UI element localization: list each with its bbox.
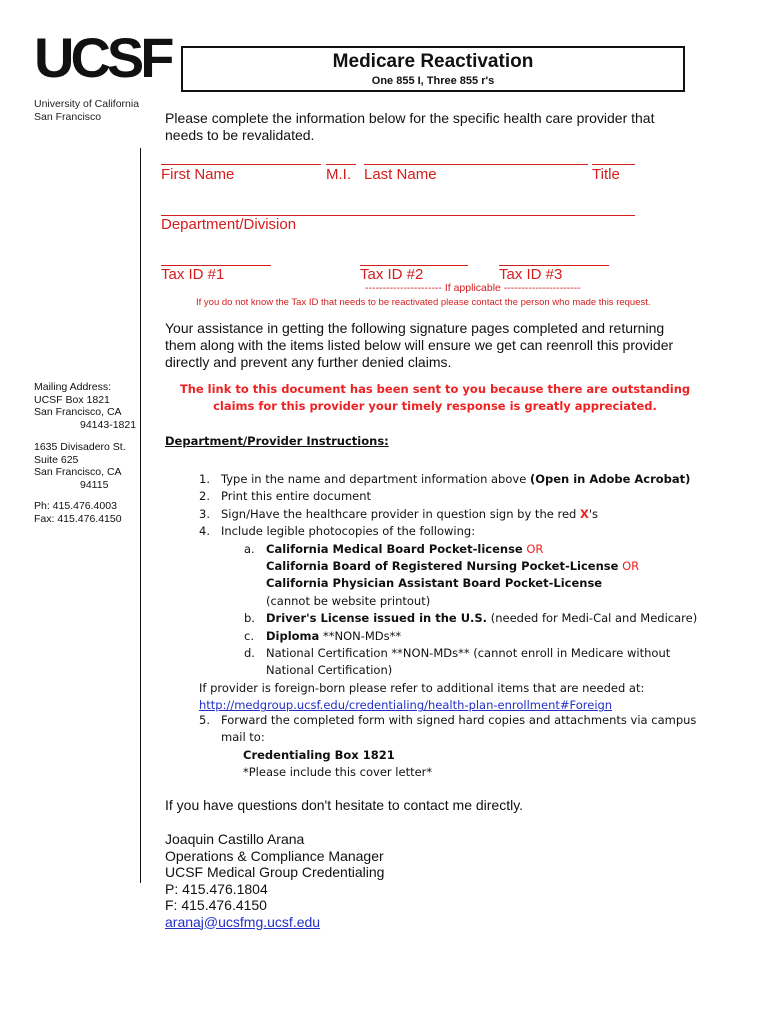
step-text: Type in the name and department information above: [221, 472, 530, 486]
step-text-end: 's: [588, 506, 599, 521]
sub-letter: a.: [244, 541, 255, 556]
last-name-field[interactable]: Last Name: [364, 166, 437, 183]
or-label: OR: [522, 541, 544, 556]
mailing-address: [34, 381, 136, 431]
last-name-line: [364, 164, 588, 165]
sub-item-b: [244, 610, 255, 627]
license-pa-board: California Physician Assistant Board Pocket-License: [266, 576, 603, 591]
instruction-2: [199, 488, 372, 505]
outstanding-claims-notice: The link to this document has been sent to you because there are outstanding claims for this provider your timely response is greatly appreciated.: [179, 382, 691, 413]
instructions-heading: Department/Provider Instructions:: [165, 434, 389, 448]
street-zip: 94115: [80, 478, 109, 491]
university-name: [34, 98, 139, 124]
university-line2: San Francisco: [34, 111, 102, 123]
red-x: X: [579, 506, 589, 521]
foreign-born-note: If provider is foreign-born please refer to additional items that are needed at:: [199, 681, 645, 695]
step-text: Include legible photocopies of the following:: [221, 524, 476, 539]
sub-b-text: [266, 610, 697, 627]
street: 1635 Divisadero St.: [34, 441, 126, 453]
if-applicable-note: ---------------------- If applicable ----------------------: [365, 282, 581, 294]
page-title: Medicare Reactivation: [332, 51, 534, 72]
sub-d-line1: National Certification **NON-MDs** (cannot enroll in Medicare without: [266, 646, 671, 660]
sub-letter: b.: [244, 611, 255, 626]
credentialing-box-label: Credentialing Box 1821: [243, 747, 395, 762]
license-medical-board: California Medical Board Pocket-license: [266, 541, 523, 556]
drivers-license: Driver's License issued in the U.S.: [266, 611, 488, 626]
contact-name: Joaquin Castillo Arana: [165, 831, 305, 847]
foreign-link[interactable]: http://medgroup.ucsf.edu/credentialing/health-plan-enrollment#Foreign: [199, 698, 613, 713]
step-number: 2.: [199, 489, 210, 504]
title-field[interactable]: Title: [592, 166, 620, 183]
sub-letter: c.: [244, 628, 254, 643]
tax-id-3-field[interactable]: Tax ID #3: [499, 266, 563, 283]
credentialing-box: [243, 747, 395, 764]
step-text: Sign/Have the healthcare provider in question sign by the red: [221, 506, 580, 521]
university-line1: University of California: [34, 98, 140, 110]
contact-numbers: [34, 500, 122, 525]
mailing-label: Mailing Address:: [34, 381, 112, 393]
license-nursing-board: California Board of Registered Nursing Pocket-License: [266, 559, 619, 573]
step-number: 3.: [199, 506, 210, 521]
step-text: Print this entire document: [221, 489, 372, 504]
contact-phone: P: 415.476.1804: [165, 880, 268, 897]
sub-item-d: [244, 645, 255, 662]
first-name-line: [161, 164, 321, 165]
first-name-field[interactable]: First Name: [161, 166, 235, 183]
tax-id-note: If you do not know the Tax ID that needs to be reactivated please contact the person who made this request.: [196, 297, 651, 308]
contact-role: Operations & Compliance Manager: [165, 847, 384, 864]
sub-d-line2: National Certification): [266, 663, 393, 678]
mailing-box: UCSF Box 1821: [34, 393, 110, 406]
diploma-note: **NON-MDs**: [319, 628, 402, 643]
mi-line: [326, 164, 356, 165]
drivers-license-note: (needed for Medi-Cal and Medicare): [487, 611, 698, 626]
step-emphasis: (Open in Adobe Acrobat): [529, 472, 691, 486]
instruction-4: [199, 523, 476, 540]
instruction-1: [199, 471, 691, 488]
or-label: OR: [618, 559, 640, 573]
tax-id-1-field[interactable]: Tax ID #1: [161, 266, 225, 283]
sub-c-text: [266, 628, 401, 645]
street-city: San Francisco, CA: [34, 466, 122, 478]
sidebar-fax: Fax: 415.476.4150: [34, 512, 122, 525]
mailing-zip: 94143-1821: [80, 418, 137, 431]
assistance-text: Your assistance in getting the following signature pages completed and returning them along with the items listed below will ensure we get can reenroll this provider directly and prevent any further denied claims.: [165, 320, 674, 370]
step-number: 1.: [199, 472, 210, 486]
diploma: Diploma: [266, 628, 320, 643]
step-number: 4.: [199, 524, 210, 539]
instruction-5: [199, 712, 697, 729]
sub-a-line1: [266, 541, 543, 558]
department-field[interactable]: Department/Division: [161, 216, 297, 233]
sub-item-c: [244, 628, 254, 645]
instruction-5-line2: mail to:: [221, 730, 265, 745]
contact-email-link[interactable]: aranaj@ucsfmg.ucsf.edu: [165, 913, 321, 930]
street-address: [34, 441, 126, 491]
tax-id-2-field[interactable]: Tax ID #2: [360, 266, 424, 283]
questions-text: If you have questions don't hesitate to contact me directly.: [165, 797, 524, 813]
cover-letter-note: *Please include this cover letter*: [243, 765, 433, 780]
sub-a-line3: [266, 575, 602, 592]
contact-block: [165, 831, 384, 930]
mi-field[interactable]: M.I.: [326, 166, 351, 183]
ucsf-logo: UCSF: [34, 26, 171, 89]
step-text: Forward the completed form with signed hard copies and attachments via campus: [221, 713, 697, 727]
sub-a-line2: [266, 558, 639, 575]
suite: Suite 625: [34, 453, 79, 466]
instruction-3: [199, 506, 599, 523]
title-line: [592, 164, 635, 165]
intro-text: Please complete the information below for the specific health care provider that needs to be revalidated.: [165, 110, 655, 143]
page-subtitle: One 855 I, Three 855 r's: [371, 75, 495, 87]
contact-org: UCSF Medical Group Credentialing: [165, 864, 385, 880]
step-number: 5.: [199, 713, 210, 727]
mailing-city: San Francisco, CA: [34, 406, 122, 418]
contact-fax: F: 415.476.4150: [165, 897, 267, 913]
sub-letter: d.: [244, 646, 255, 660]
title-box: [181, 46, 685, 92]
sidebar-phone: Ph: 415.476.4003: [34, 500, 117, 512]
sub-item-a: [244, 541, 255, 558]
sub-a-line4: (cannot be website printout): [266, 593, 431, 608]
vertical-divider: [140, 148, 141, 883]
